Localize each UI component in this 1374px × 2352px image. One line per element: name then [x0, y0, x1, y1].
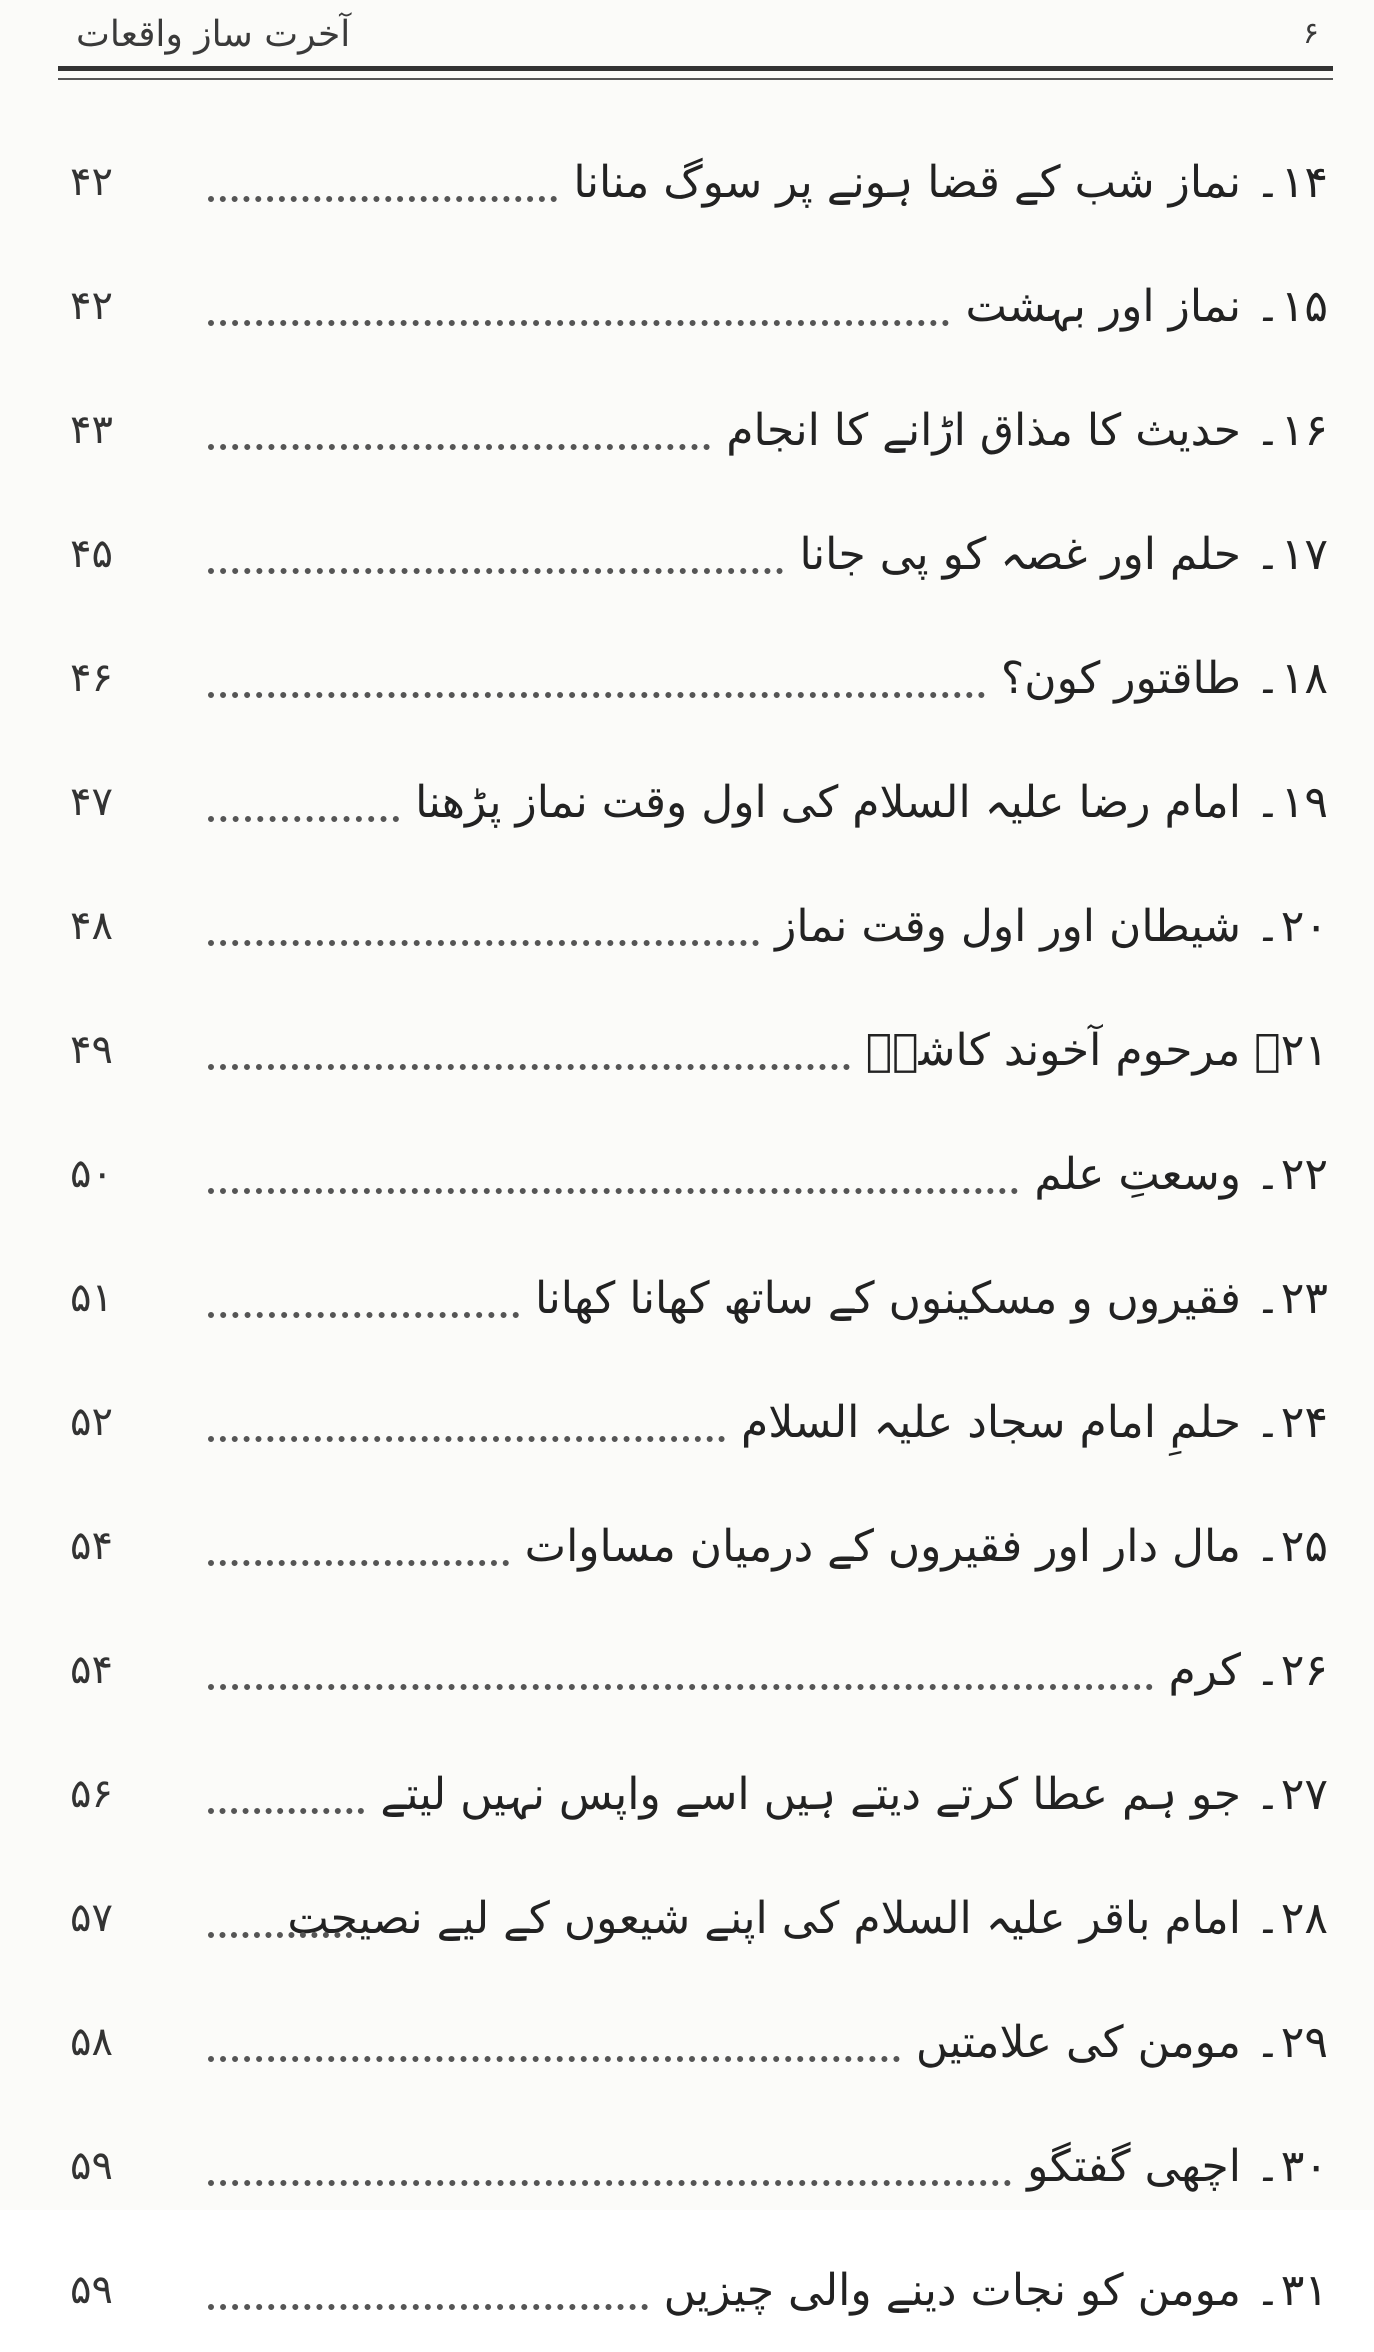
toc-entry-page: ۵۸	[70, 2019, 113, 2065]
toc-entry	[58, 1360, 1328, 1484]
running-header-title: آخرت ساز واقعات	[76, 14, 351, 55]
toc-entry-page: ۵۷	[70, 1895, 113, 1941]
toc-entry	[58, 244, 1328, 368]
toc-entry	[58, 2228, 1328, 2352]
toc-leader-dots	[208, 686, 985, 698]
toc-leader-dots	[208, 2174, 1011, 2186]
toc-entry-page: ۴۹	[70, 1027, 113, 1073]
toc-entry	[58, 1484, 1328, 1608]
toc-entry-page: ۵۴	[70, 1647, 113, 1693]
toc-entry	[58, 120, 1328, 244]
toc-entry-page: ۵۱	[70, 1275, 113, 1321]
toc-entry-title: ۲۲۔ وسعتِ علم	[1034, 1148, 1328, 1200]
toc-leader-dots	[208, 562, 783, 574]
toc-entry-page: ۴۲	[70, 159, 113, 205]
toc-leader-dots	[208, 1678, 1153, 1690]
toc-entry-title: ۲۶۔ کرم	[1168, 1644, 1328, 1696]
toc-leader-dots	[208, 1306, 519, 1318]
toc-entry	[58, 1732, 1328, 1856]
toc-entry-page: ۴۸	[70, 903, 113, 949]
toc-entry-page: ۴۵	[70, 531, 113, 577]
toc-leader-dots	[208, 1058, 850, 1070]
toc-entry	[58, 616, 1328, 740]
toc-entry-title: ۱۵۔ نماز اور بہشت	[965, 280, 1328, 332]
toc-entry	[58, 864, 1328, 988]
toc-entry	[58, 1980, 1328, 2104]
header-rule-thin	[58, 78, 1333, 80]
toc-entry-page: ۵۰	[70, 1151, 113, 1197]
toc-entry-title: ۲۵۔ مال دار اور فقیروں کے درمیان مساوات	[524, 1520, 1328, 1572]
toc-entry-title: ۲۷۔ جو ہم عطا کرتے دیتے ہیں اسے واپس نہیں لیتے	[380, 1768, 1328, 1820]
toc-entry	[58, 1608, 1328, 1732]
toc-entry-title: ۲۳۔ فقیروں و مسکینوں کے ساتھ کھانا کھانا	[535, 1272, 1328, 1324]
toc-entry	[58, 2104, 1328, 2228]
toc-entry-title: ۲۰۔ شیطان اور اول وقت نماز	[775, 900, 1328, 952]
page-number: ۶	[1302, 16, 1319, 51]
toc-entry-title: ۱۷۔ حلم اور غصہ کو پی جانا	[799, 528, 1328, 580]
toc-entry-page: ۴۳	[70, 407, 113, 453]
toc-entry-page: ۵۹	[70, 2267, 113, 2313]
toc-entry-page: ۴۷	[70, 779, 113, 825]
toc-leader-dots	[208, 314, 949, 326]
toc-leader-dots	[208, 1802, 364, 1814]
toc-entry-page: ۴۶	[70, 655, 113, 701]
toc-entry	[58, 1112, 1328, 1236]
toc-leader-dots	[208, 2298, 648, 2310]
toc-entry-title: ۳۰۔ اچھی گفتگو	[1027, 2140, 1328, 2192]
toc-entry	[58, 740, 1328, 864]
toc-entry	[58, 1856, 1328, 1980]
toc-entry-title: ۱۸۔ طاقتور کون؟	[1000, 652, 1328, 704]
toc-leader-dots	[208, 1182, 1018, 1194]
toc-leader-dots	[208, 1926, 352, 1938]
toc-entry	[58, 1236, 1328, 1360]
toc-entry	[58, 492, 1328, 616]
toc-entry-page: ۵۲	[70, 1399, 113, 1445]
toc-entry-page: ۵۴	[70, 1523, 113, 1569]
toc-entry-title: ۱۹۔ امام رضا علیہ السلام کی اول وقت نماز پڑھنا	[415, 776, 1328, 828]
toc-leader-dots	[208, 1430, 725, 1442]
toc-entry-page: ۴۲	[70, 283, 113, 329]
toc-leader-dots	[208, 2050, 900, 2062]
toc-leader-dots	[208, 1554, 509, 1566]
toc-leader-dots	[208, 810, 399, 822]
toc-entry-title: ۱۴۔ نماز شب کے قضا ہونے پر سوگ منانا	[573, 156, 1328, 208]
toc-entry-page: ۵۹	[70, 2143, 113, 2189]
toc-entry	[58, 988, 1328, 1112]
toc-entry-title: ۲۴۔ حلمِ امام سجاد علیہ السلام	[741, 1396, 1328, 1448]
toc-leader-dots	[208, 190, 557, 202]
table-of-contents	[58, 120, 1328, 2352]
toc-entry-title: ۱۶۔ حدیث کا مذاق اڑانے کا انجام	[726, 404, 1328, 456]
toc-entry	[58, 368, 1328, 492]
toc-entry-title: ۲۹۔ مومن کی علامتیں	[915, 2016, 1328, 2068]
toc-entry-title: ۲۱۔ مرحوم آخوند کاشیؒ	[865, 1024, 1328, 1076]
toc-entry-title: ۲۸۔ امام باقر علیہ السلام کی اپنے شیعوں کے لیے نصیحت	[287, 1892, 1328, 1944]
toc-leader-dots	[208, 934, 759, 946]
toc-entry-title: ۳۱۔ مومن کو نجات دینے والی چیزیں	[663, 2264, 1328, 2316]
toc-leader-dots	[208, 438, 710, 450]
header-rule-thick	[58, 66, 1333, 71]
toc-entry-page: ۵۶	[70, 1771, 113, 1817]
